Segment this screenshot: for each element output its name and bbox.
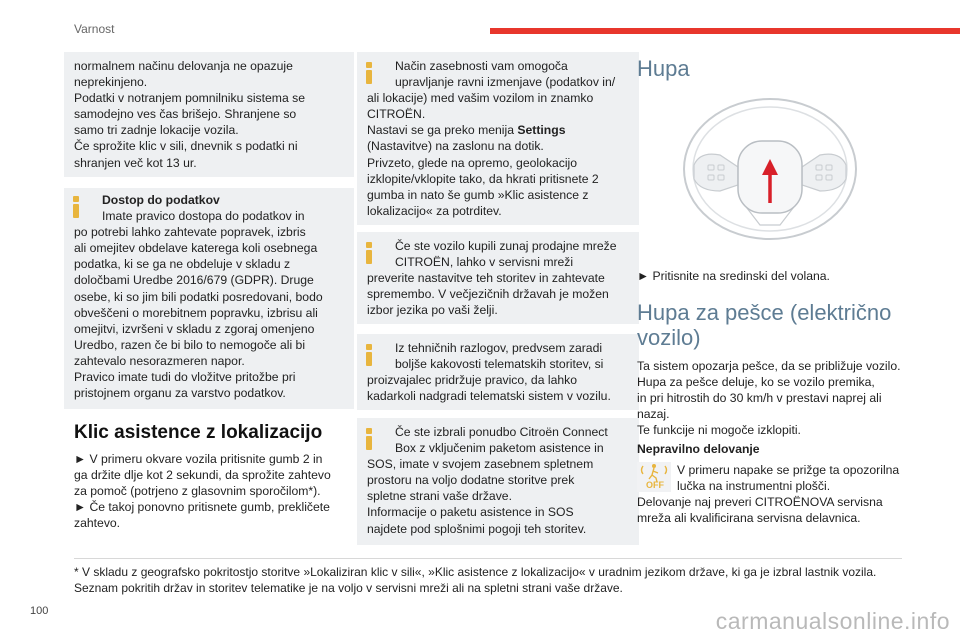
box-line: samodejno ves čas brišejo. Shranjene so [74,107,297,122]
off-label: OFF [646,480,664,490]
horn-instruction: ► Pritisnite na sredinski del volana. [637,269,830,283]
footnote-line: Seznam pokritih držav in storitev telematike je na voljo v servisni mreži ali na spletni strani vaše države. [74,581,623,595]
info-icon [366,62,372,84]
box-line: CITROËN, lahko v servisni mreži [395,255,574,270]
box-line: omejitvi, izvršeni v skladu z zgoraj omenjeno [74,321,315,336]
text-line: Hupa za pešce deluje, ko se vozilo premika, [637,375,875,390]
box-line: kadarkoli nadgradi telematski sistem v vozilu. [367,389,611,404]
box-title: Dostop do podatkov [102,193,220,207]
info-icon [366,242,372,264]
instruction-line: ga držite dlje kot 2 sekundi, da sprožite zahtevo [74,468,331,483]
box-line: po potrebi lahko zahtevate popravek, izbris [74,225,306,240]
data-retention-box [64,52,354,177]
instruction-line: zahtevo. [74,516,121,531]
text-line: V primeru napake se prižge ta opozorilna [677,463,900,477]
box-line: obveščeni o morebitnem popravku, izbrisu ali [74,305,318,320]
box-line: Imate pravico dostopa do podatkov in [102,209,305,224]
citroen-connect-box [357,418,639,545]
box-line: Če sprožite klic v sili, dnevnik s podatki ni [74,139,298,154]
box-line: Način zasebnosti vam omogoča [395,59,568,73]
info-icon [73,196,79,218]
box-line: neprekinjeno. [74,75,148,90]
box-line: Uredbo, razen če bi bilo to nemogoče ali bi [74,337,306,352]
box-line: gumba in nato še gumb »Klic asistence z [367,187,589,202]
box-line: spletne strani vaše države. [367,489,512,504]
box-line: normalnem načinu delovanja ne opazuje [74,59,293,73]
instruction-line: ► Če takoj ponovno pritisnete gumb, prekličete [74,500,330,515]
box-line: izbor jezika po vaši želji. [367,303,498,318]
box-line: proizvajalec pridržuje pravico, da lahko [367,373,578,388]
box-line: boljše kakovosti telematskih storitev, si [395,357,604,372]
box-line: pristojnem organu za varstvo podatkov. [74,386,286,401]
instruction-line: ► V primeru okvare vozila pritisnite gumb 2 in [74,452,323,466]
instruction-line: za pomoč (potrjeno z glasovnim sporočilom*). [74,484,321,499]
box-line: najdete pod splošnimi pogoji teh storitev. [367,521,587,536]
header-section-title: Varnost [74,22,115,36]
info-icon [366,428,372,450]
page-number: 100 [30,605,49,617]
info-icon [366,344,372,366]
box-line: Iz tehničnih razlogov, predvsem zaradi [395,341,603,355]
box-line: Privzeto, glede na opremo, geolokacijo [367,155,578,170]
foreign-purchase-box [357,232,639,324]
watermark: carmanualsonline.info [715,608,950,634]
technical-reasons-box [357,334,639,410]
box-line: Nastavi se ga preko menija Settings [367,123,566,138]
text-line: Ta sistem opozarja pešce, da se približuje vozilo. [637,359,901,373]
header-accent-bar [490,28,960,34]
footnote-line: * V skladu z geografsko pokritostjo storitve »Lokaliziran klic v sili«, »Klic asistence z lokalizacijo« v uradnim jezikom države, ki ga je izbral lastnik vozila. [74,565,877,579]
section-heading-pedestrian-horn [637,300,927,350]
box-line: ali lokacije) med vašim vozilom in znamko [367,91,594,106]
box-line: Box z vključenim paketom asistence in [395,441,604,456]
box-line: spremembo. V večjezičnih državah je možen [367,287,609,302]
box-line: CITROËN. [367,107,426,122]
box-line: samo tri zadnje lokacije vozila. [74,123,239,138]
box-line: preverite nastavitve teh storitev in zahtevate [367,271,605,286]
box-line: ali omejitev obdelave katerega koli osebnega [74,241,318,256]
footnote [74,564,904,596]
malfunction-heading: Nepravilno delovanje [637,442,760,456]
privacy-mode-box [357,52,639,225]
box-line: lokalizacijo« za potrditev. [367,203,502,218]
box-line: prostoru na voljo dodatne storitve prek [367,473,575,488]
section-heading-horn: Hupa [637,56,690,81]
box-line: upravljanje ravni izmenjave (podatkov in/ [395,75,616,90]
malfunction-text [637,462,927,526]
text-line: Delovanje naj preveri CITROËNOVA servisna [637,495,883,510]
box-line: Če ste vozilo kupili zunaj prodajne mreže [395,239,617,253]
pedestrian-horn-text [637,358,927,438]
box-line: Podatki v notranjem pomnilniku sistema se [74,91,305,106]
footnote-divider [74,558,902,559]
section-heading-assistance: Klic asistence z lokalizacijo [74,422,323,443]
text-line: nazaj. [637,407,670,422]
text-line: lučka na instrumentni plošči. [677,479,831,494]
heading-line: vozilo) [637,325,701,350]
box-line: Pravico imate tudi do vložitve pritožbe pri [74,370,296,385]
box-line: shranjen več kot 13 ur. [74,155,197,170]
box-line: zahtevalo nesorazmeren napor. [74,353,245,368]
text-line: in pri hitrostih do 30 km/h v prestavi naprej ali [637,391,882,406]
settings-menu-name: Settings [517,123,566,138]
box-line: Informacije o paketu asistence in SOS [367,505,574,520]
steering-wheel-illustration [680,95,860,243]
box-line: izklopite/vklopite tako, da hkrati pritisnete 2 [367,171,599,186]
box-line: Če ste izbrali ponudbo Citroën Connect [395,425,608,439]
text-line: mreža ali kvalificirana servisna delavnica. [637,511,861,526]
box-line: osebe, ki so jim bili podatki posredovani, bodo [74,289,323,304]
text-line: Te funkcije ni mogoče izklopiti. [637,423,801,438]
box-line: podatka, ki se ga ne obdeluje v skladu z [74,257,291,272]
box-line: določbami Uredbe 2016/679 (GDPR). Druge [74,273,314,288]
assistance-instructions [74,451,344,531]
box-line: SOS, imate v svojem zasebnem spletnem [367,457,594,472]
heading-line: Hupa za pešce (električno [637,300,892,325]
box-line: (Nastavitve) na zaslonu na dotik. [367,139,544,154]
data-access-box [64,188,354,409]
